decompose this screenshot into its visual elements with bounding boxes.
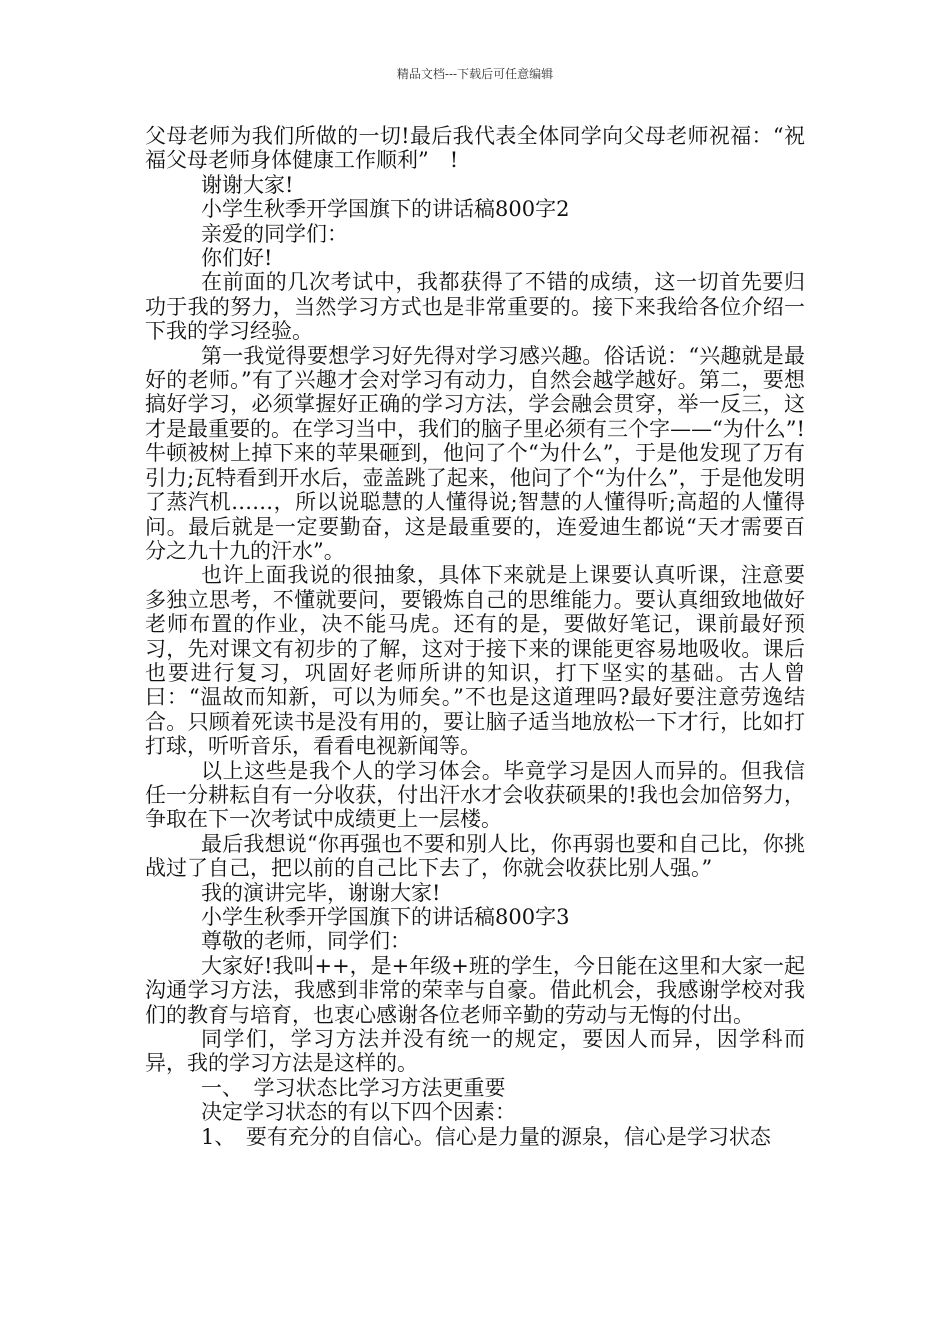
- document-body: [145, 124, 805, 1149]
- paragraph: 亲爱的同学们：: [201, 221, 348, 246]
- paragraph: 也许上面我说的很抽象，具体下来就是上课要认真听课，注意要多独立思考，不懂就要问，要锻炼自己的思维能力。要认真细致地做好老师布置的作业，决不能马虎。还有的是，要做好笔记，课前最好预习，先对课文有初步的了解，这对于接下来的课能更容易地吸收。课后也要进行复习，巩固好老师所讲的知识，打下坚实的基础。古人曾曰：“温故而知新，可以为师矣。”不也是这道理吗?最好要注意劳逸结合。只顾着死读书是没有用的，要让脑子适当地放松一下才行，比如打打球，听听音乐，看看电视新闻等。: [145, 563, 805, 759]
- paragraph: 你们好!: [201, 246, 273, 271]
- paragraph: 同学们，学习方法并没有统一的规定，要因人而异，因学科而异，我的学习方法是这样的。: [145, 1027, 805, 1076]
- paragraph: 第一我觉得要想学习好先得对学习感兴趣。俗话说：“兴趣就是最好的老师。”有了兴趣才会对学习有动力，自然会越学越好。第二，要想搞好学习，必须掌握好正确的学习方法，学会融会贯穿，举一反三，这才是最重要的。在学习当中，我们的脑子里必须有三个字——“为什么”!牛顿被树上掉下来的苹果砸到，他问了个“为什么”，于是他发现了万有引力;瓦特看到开水后，壶盖跳了起来，他问了个“为什么”，于是他发明了蒸汽机……，所以说聪慧的人懂得说;智慧的人懂得听;高超的人懂得问。最后就是一定要勤奋，这是最重要的，连爱迪生都说“天才需要百分之九十九的汗水”。: [145, 343, 805, 563]
- paragraph: 尊敬的老师，同学们：: [201, 929, 411, 954]
- paragraph: 我的演讲完毕，谢谢大家!: [201, 880, 441, 905]
- paragraph: 小学生秋季开学国旗下的讲话稿800字3: [201, 905, 570, 929]
- paragraph: 1、 要有充分的自信心。信心是力量的源泉，信心是学习状态: [201, 1124, 771, 1149]
- paragraph: 大家好!我叫++，是+年级+班的学生，今日能在这里和大家一起沟通学习方法，我感到非常的荣幸与自豪。借此机会，我感谢学校对我们的教育与培育，也衷心感谢各位老师辛勤的劳动与无悔的付出。: [145, 953, 805, 1027]
- paragraph: 在前面的几次考试中，我都获得了不错的成绩，这一切首先要归功于我的努力，当然学习方式也是非常重要的。接下来我给各位介绍一下我的学习经验。: [145, 270, 805, 344]
- paragraph: 一、 学习状态比学习方法更重要: [201, 1075, 506, 1100]
- paragraph: 决定学习状态的有以下四个因素：: [201, 1100, 516, 1125]
- paragraph: 以上这些是我个人的学习体会。毕竟学习是因人而异的。但我信任一分耕耘自有一分收获，付出汗水才会收获硕果的!我也会加倍努力，争取在下一次考试中成绩更上一层楼。: [145, 758, 805, 832]
- paragraph: 谢谢大家!: [201, 172, 294, 197]
- paragraph: 父母老师为我们所做的一切!最后我代表全体同学向父母老师祝福：“祝福父母老师身体健康工作顺利” !: [145, 124, 805, 173]
- paragraph: 最后我想说“你再强也不要和别人比，你再弱也要和自己比，你挑战过了自己，把以前的自己比下去了，你就会收获比别人强。”: [145, 831, 805, 881]
- page-header: 精品文档---下载后可任意编辑: [396, 67, 554, 81]
- paragraph: 小学生秋季开学国旗下的讲话稿800字2: [201, 197, 570, 222]
